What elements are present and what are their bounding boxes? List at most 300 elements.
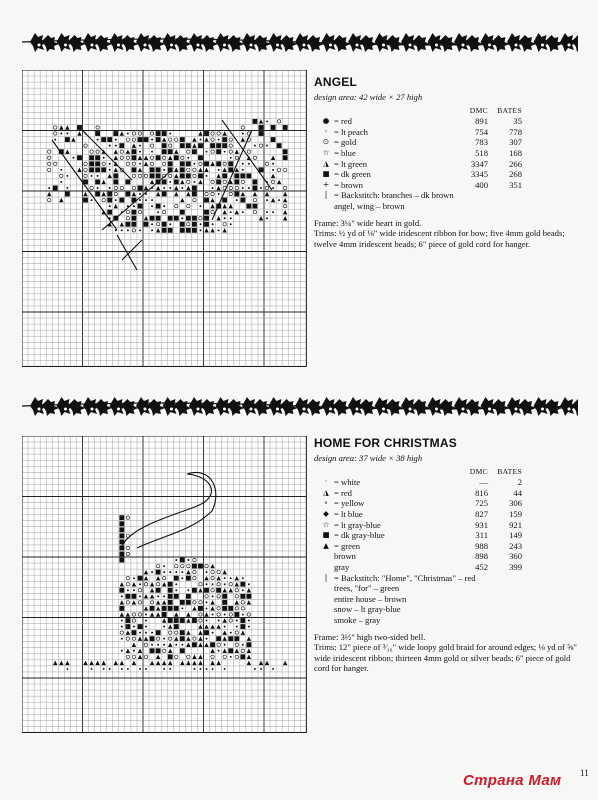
angel-stitch bbox=[234, 173, 239, 178]
house-stitch bbox=[132, 630, 137, 635]
bates-number: 307 bbox=[509, 137, 522, 148]
holly-berry-icon bbox=[64, 43, 68, 47]
angel-stitch bbox=[54, 139, 56, 141]
color-key-row bbox=[318, 116, 522, 127]
angel-stitch bbox=[125, 180, 130, 185]
bates-number: 778 bbox=[509, 126, 522, 137]
holly-leaf-icon bbox=[228, 399, 245, 416]
house-stitch bbox=[156, 630, 161, 635]
dmc-column-header: DMC bbox=[469, 105, 488, 115]
color-name: = lt blue bbox=[334, 508, 363, 519]
angel-stitch bbox=[230, 217, 232, 219]
angel-key-panel bbox=[314, 75, 586, 249]
holly-berry-icon bbox=[302, 43, 306, 47]
angel-stitch bbox=[53, 186, 58, 191]
angel-stitch bbox=[162, 149, 167, 154]
house-stitch bbox=[121, 626, 123, 628]
design-area: design area: 42 wide × 27 high bbox=[314, 92, 423, 102]
angel-stitch bbox=[127, 229, 129, 231]
angel-stitch bbox=[139, 199, 141, 201]
holly-berry-icon bbox=[249, 43, 253, 47]
dmc-number: 898 bbox=[475, 551, 488, 562]
house-stitch bbox=[145, 626, 147, 628]
color-name: = Backstitch: "Home", "Christmas" – red trees, "for" – green entire house – brown snow – lt gray-blue smoke – gray bbox=[334, 572, 476, 625]
angel-stitch bbox=[121, 229, 123, 231]
house-stitch bbox=[248, 620, 250, 622]
angel-stitch bbox=[212, 187, 214, 189]
color-key-row bbox=[318, 190, 522, 211]
angel-stitch bbox=[283, 155, 288, 160]
holly-leaf-icon bbox=[546, 399, 563, 416]
angel-stitch bbox=[271, 137, 276, 142]
house-stitch bbox=[174, 618, 179, 623]
dmc-number: 783 bbox=[475, 137, 488, 148]
angel-stitch bbox=[162, 180, 167, 185]
angel-stitch bbox=[180, 137, 185, 142]
angel-stitch bbox=[168, 228, 173, 233]
holly-berry-icon bbox=[435, 43, 439, 47]
angel-stitch bbox=[216, 143, 221, 148]
angel-stitch bbox=[91, 199, 93, 201]
color-key-row bbox=[318, 477, 522, 488]
diamond-symbol: ◆ bbox=[323, 508, 329, 518]
angel-stitch bbox=[218, 193, 220, 195]
house-stitch bbox=[192, 642, 197, 647]
frame-note: Frame: 3¼" wide heart in gold. bbox=[314, 217, 422, 228]
house-stitch bbox=[145, 620, 147, 622]
angel-stitch bbox=[246, 173, 251, 178]
holly-berry-icon bbox=[196, 407, 200, 411]
house-stitch bbox=[206, 638, 208, 640]
color-key-row bbox=[318, 488, 522, 499]
angel-stitch bbox=[192, 222, 197, 227]
angel-stitch bbox=[216, 180, 221, 185]
angel-stitch bbox=[125, 222, 130, 227]
angel-stitch bbox=[162, 228, 167, 233]
house-stitch bbox=[234, 612, 239, 617]
angel-stitch bbox=[200, 229, 202, 231]
angel-stitch bbox=[198, 173, 203, 178]
angel-stitch bbox=[139, 145, 141, 147]
holly-berry-icon bbox=[514, 43, 518, 47]
angel-stitch bbox=[60, 133, 62, 135]
holly-berry-icon bbox=[143, 43, 147, 47]
house-stitch bbox=[246, 642, 251, 647]
holly-leaf-icon bbox=[254, 35, 271, 52]
color-name: = blue bbox=[334, 147, 356, 158]
half-triangle-symbol: ◮ bbox=[323, 158, 329, 168]
dmc-number: 311 bbox=[475, 530, 488, 541]
angel-stitch bbox=[97, 175, 99, 177]
color-key-table bbox=[318, 106, 522, 212]
angel-stitch bbox=[230, 223, 232, 225]
angel-stitch bbox=[168, 161, 173, 166]
blank-symbol bbox=[318, 562, 334, 573]
holly-leaf-icon bbox=[201, 399, 218, 416]
angel-stitch bbox=[77, 155, 82, 160]
angel-stitch bbox=[204, 161, 209, 166]
angel-stitch bbox=[224, 151, 226, 153]
house-stitch bbox=[138, 624, 143, 629]
house-stitch bbox=[198, 564, 203, 569]
holly-berry-icon bbox=[276, 407, 280, 411]
angel-stitch bbox=[144, 137, 149, 142]
holly-berry-icon bbox=[541, 407, 545, 411]
half-triangle-symbol: ◮ bbox=[323, 487, 329, 497]
holly-berry-icon bbox=[329, 407, 333, 411]
angel-stitch bbox=[156, 216, 161, 221]
angel-stitch bbox=[180, 222, 185, 227]
angel-stitch bbox=[259, 125, 264, 130]
house-stitch bbox=[206, 601, 208, 603]
house-stitch bbox=[119, 552, 124, 557]
house-stitch bbox=[222, 600, 227, 605]
angel-stitch bbox=[83, 198, 88, 203]
dmc-number: 754 bbox=[475, 126, 488, 137]
bates-number: 266 bbox=[509, 158, 522, 169]
color-name: = yellow bbox=[334, 498, 365, 509]
house-stitch bbox=[119, 521, 124, 526]
holly-leaf-icon bbox=[413, 35, 430, 52]
dmc-column-header: DMC bbox=[469, 466, 488, 476]
color-name: = dk green bbox=[334, 169, 371, 180]
house-stitch bbox=[103, 668, 105, 670]
holly-leaf-icon bbox=[493, 35, 510, 52]
angel-stitch bbox=[242, 187, 244, 189]
angel-stitch bbox=[204, 210, 209, 215]
angel-stitch bbox=[200, 223, 202, 225]
bates-column-header: BATES bbox=[497, 466, 522, 476]
angel-stitch bbox=[222, 173, 227, 178]
holly-berry-icon bbox=[567, 407, 571, 411]
house-stitch bbox=[127, 589, 129, 591]
holly-berry-icon bbox=[461, 407, 465, 411]
house-stitch bbox=[132, 594, 137, 599]
house-stitch bbox=[181, 571, 183, 573]
house-stitch bbox=[212, 632, 214, 634]
angel-stitch bbox=[192, 228, 197, 233]
house-stitch bbox=[163, 638, 165, 640]
filled-square-symbol: ■ bbox=[322, 530, 330, 540]
angel-stitch bbox=[150, 167, 155, 172]
house-stitch bbox=[206, 571, 208, 573]
house-stitch bbox=[175, 571, 177, 573]
angel-stitch bbox=[236, 199, 238, 201]
backstitch-line-symbol: | bbox=[324, 190, 328, 200]
angel-stitch bbox=[162, 143, 167, 148]
angel-stitch bbox=[66, 187, 68, 189]
color-key-row bbox=[318, 509, 522, 520]
dmc-number: 816 bbox=[475, 487, 488, 498]
house-stitch bbox=[66, 668, 68, 670]
angel-stitch bbox=[157, 211, 159, 213]
house-stitch bbox=[224, 583, 226, 585]
holly-leaf-icon bbox=[175, 399, 192, 416]
angel-stitch bbox=[156, 167, 161, 172]
holly-berry-icon bbox=[37, 43, 41, 47]
home-for-christmas-chart-grid bbox=[22, 436, 308, 736]
angel-stitch bbox=[277, 143, 282, 148]
house-stitch bbox=[133, 626, 135, 628]
house-stitch bbox=[212, 614, 214, 616]
house-stitch bbox=[139, 583, 141, 585]
holly-leaf-icon bbox=[95, 399, 112, 416]
house-stitch bbox=[150, 636, 155, 641]
house-stitch bbox=[254, 668, 256, 670]
house-stitch bbox=[204, 630, 209, 635]
holly-leaf-icon bbox=[95, 35, 112, 52]
color-name: = lt gray-blue bbox=[334, 519, 381, 530]
angel-stitch bbox=[66, 175, 68, 177]
angel-stitch bbox=[224, 217, 226, 219]
house-stitch bbox=[181, 607, 183, 609]
color-name: = green bbox=[334, 540, 361, 551]
bates-number: 243 bbox=[509, 540, 522, 551]
angel-stitch bbox=[240, 198, 245, 203]
house-stitch bbox=[216, 636, 221, 641]
holly-berry-icon bbox=[170, 43, 174, 47]
bates-number: 360 bbox=[509, 551, 522, 562]
holly-leaf-icon bbox=[148, 399, 165, 416]
house-stitch bbox=[139, 632, 141, 634]
angel-stitch bbox=[119, 143, 124, 148]
house-stitch bbox=[163, 571, 165, 573]
dmc-number: — bbox=[479, 477, 488, 488]
angel-stitch bbox=[222, 143, 227, 148]
house-stitch bbox=[240, 594, 245, 599]
holly-berry-icon bbox=[117, 407, 121, 411]
house-stitch bbox=[109, 668, 111, 670]
bates-number: 399 bbox=[509, 561, 522, 572]
holly-leaf-icon bbox=[387, 35, 404, 52]
angel-chart-grid bbox=[22, 70, 308, 370]
color-name: = white bbox=[334, 477, 361, 488]
angel-stitch bbox=[115, 199, 117, 201]
angel-stitch bbox=[95, 131, 100, 136]
angel-stitch bbox=[266, 217, 268, 219]
color-name: brown bbox=[334, 551, 356, 562]
house-stitch bbox=[180, 630, 185, 635]
angel-stitch bbox=[113, 173, 118, 178]
angel-stitch bbox=[210, 143, 215, 148]
house-stitch bbox=[216, 588, 221, 593]
angel-stitch bbox=[246, 204, 251, 209]
angel-stitch bbox=[180, 161, 185, 166]
house-stitch bbox=[248, 626, 250, 628]
angel-stitch bbox=[163, 187, 165, 189]
house-stitch bbox=[224, 577, 226, 579]
holly-leaf-icon bbox=[334, 399, 351, 416]
house-stitch bbox=[180, 618, 185, 623]
angel-stitch bbox=[242, 133, 244, 135]
angel-stitch bbox=[180, 143, 185, 148]
angel-stitch bbox=[187, 157, 189, 159]
house-stitch bbox=[162, 612, 167, 617]
holly-berry-icon bbox=[37, 407, 41, 411]
angel-stitch bbox=[180, 210, 185, 215]
house-stitch bbox=[119, 533, 124, 538]
angel-stitch bbox=[115, 145, 117, 147]
house-stitch bbox=[157, 595, 159, 597]
house-stitch bbox=[169, 668, 171, 670]
dotted-circle-symbol: ⊙ bbox=[322, 137, 330, 147]
holly-berry-icon bbox=[514, 407, 518, 411]
house-stitch bbox=[192, 564, 197, 569]
angel-stitch bbox=[228, 167, 233, 172]
dmc-number: 400 bbox=[475, 179, 488, 190]
house-stitch bbox=[260, 668, 262, 670]
angel-stitch bbox=[186, 161, 191, 166]
angel-stitch bbox=[163, 205, 165, 207]
angel-stitch bbox=[212, 223, 214, 225]
house-stitch bbox=[224, 644, 226, 646]
house-stitch bbox=[228, 636, 233, 641]
angel-stitch bbox=[180, 228, 185, 233]
holly-leaf-icon bbox=[42, 399, 59, 416]
color-name: = Backstitch: branches – dk brown angel, wing – brown bbox=[334, 190, 454, 211]
angel-stitch bbox=[204, 131, 209, 136]
house-stitch bbox=[121, 668, 123, 670]
angel-stitch bbox=[234, 180, 239, 185]
angel-stitch bbox=[168, 216, 173, 221]
blank-symbol bbox=[318, 551, 334, 562]
house-stitch bbox=[193, 668, 195, 670]
house-stitch bbox=[236, 626, 238, 628]
angel-stitch bbox=[193, 163, 195, 165]
angel-stitch bbox=[151, 199, 153, 201]
holly-garland-top-icon bbox=[20, 26, 578, 54]
house-stitch bbox=[224, 668, 226, 670]
house-stitch bbox=[145, 632, 147, 634]
angel-stitch bbox=[253, 180, 258, 185]
holly-berry-icon bbox=[329, 43, 333, 47]
house-stitch bbox=[228, 648, 233, 653]
holly-leaf-icon bbox=[42, 35, 59, 52]
house-stitch bbox=[230, 632, 232, 634]
angel-stitch bbox=[109, 169, 111, 171]
bates-number: 159 bbox=[509, 508, 522, 519]
angel-stitch bbox=[204, 198, 209, 203]
holly-leaf-icon bbox=[440, 35, 457, 52]
angel-stitch bbox=[156, 173, 161, 178]
angel-stitch bbox=[230, 211, 232, 213]
house-stitch bbox=[210, 642, 215, 647]
house-stitch bbox=[242, 644, 244, 646]
bates-number: 306 bbox=[509, 498, 522, 509]
holly-leaf-icon bbox=[493, 399, 510, 416]
house-stitch bbox=[212, 595, 214, 597]
house-stitch bbox=[156, 588, 161, 593]
small-circle-symbol: ◦ bbox=[323, 126, 329, 136]
angel-stitch bbox=[95, 155, 100, 160]
angel-stitch bbox=[151, 223, 153, 225]
angel-stitch bbox=[248, 163, 250, 165]
house-stitch bbox=[218, 650, 220, 652]
house-stitch bbox=[163, 644, 165, 646]
home-for-christmas-chart bbox=[22, 436, 308, 736]
house-stitch bbox=[230, 577, 232, 579]
house-stitch bbox=[168, 588, 173, 593]
angel-stitch bbox=[242, 163, 244, 165]
house-stitch bbox=[91, 668, 93, 670]
angel-stitch bbox=[192, 216, 197, 221]
angel-stitch bbox=[65, 137, 70, 142]
house-stitch bbox=[174, 576, 179, 581]
holly-berry-icon bbox=[461, 43, 465, 47]
holly-berry-icon bbox=[170, 407, 174, 411]
house-stitch bbox=[121, 595, 123, 597]
bates-number: 351 bbox=[509, 179, 522, 190]
angel-stitch bbox=[132, 155, 137, 160]
angel-stitch bbox=[253, 186, 258, 191]
holly-berry-icon bbox=[276, 43, 280, 47]
house-stitch bbox=[186, 594, 191, 599]
holly-leaf-icon bbox=[122, 399, 139, 416]
color-key-row bbox=[318, 159, 522, 170]
holly-leaf-icon bbox=[387, 399, 404, 416]
angel-stitch bbox=[222, 198, 227, 203]
angel-stitch bbox=[162, 222, 167, 227]
house-stitch bbox=[234, 636, 239, 641]
holly-leaf-icon bbox=[201, 35, 218, 52]
color-name: = lt green bbox=[334, 158, 368, 169]
bates-number: 35 bbox=[513, 116, 522, 127]
angel-stitch bbox=[60, 169, 62, 171]
house-stitch bbox=[228, 606, 233, 611]
angel-stitch bbox=[151, 229, 153, 231]
angel-stitch bbox=[193, 181, 195, 183]
color-name: = red bbox=[334, 116, 352, 127]
house-stitch bbox=[242, 577, 244, 579]
angel-stitch bbox=[272, 211, 274, 213]
angel-stitch bbox=[180, 167, 185, 172]
angel-stitch bbox=[95, 180, 100, 185]
holly-leaf-icon bbox=[69, 399, 86, 416]
angel-stitch bbox=[139, 193, 141, 195]
holly-leaf-icon bbox=[307, 399, 324, 416]
angel-stitch bbox=[200, 205, 202, 207]
angel-stitch bbox=[216, 161, 221, 166]
angel-stitch bbox=[181, 217, 183, 219]
house-stitch bbox=[180, 648, 185, 653]
bates-number: 149 bbox=[509, 530, 522, 541]
angel-stitch bbox=[139, 229, 141, 231]
angel-stitch bbox=[186, 216, 191, 221]
house-stitch bbox=[272, 668, 274, 670]
house-stitch bbox=[174, 594, 179, 599]
pattern-title: HOME FOR CHRISTMAS bbox=[314, 436, 457, 450]
angel-stitch bbox=[48, 187, 50, 189]
color-name: = red bbox=[334, 487, 352, 498]
house-stitch bbox=[198, 606, 203, 611]
backstitch-line-symbol: | bbox=[324, 572, 328, 582]
angel-stitch bbox=[253, 119, 258, 124]
bates-number: 44 bbox=[513, 487, 522, 498]
color-key-row bbox=[318, 551, 522, 562]
house-stitch bbox=[133, 577, 135, 579]
dmc-number: 725 bbox=[475, 498, 488, 509]
house-stitch bbox=[168, 654, 173, 659]
color-name: = gold bbox=[334, 137, 357, 148]
angel-stitch bbox=[156, 131, 161, 136]
dmc-number: 931 bbox=[475, 519, 488, 530]
house-stitch bbox=[150, 648, 155, 653]
angel-stitch bbox=[107, 210, 112, 215]
trims-note: Trims: ½ yd of ⅛" wide iridescent ribbon for bow; five 4mm gold beads; twelve 4mm iridescent beads; 6" piece of gold cord for hanger. bbox=[314, 228, 565, 249]
angel-stitch bbox=[132, 167, 137, 172]
angel-stitch bbox=[133, 205, 135, 207]
angel-stitch bbox=[65, 192, 70, 197]
